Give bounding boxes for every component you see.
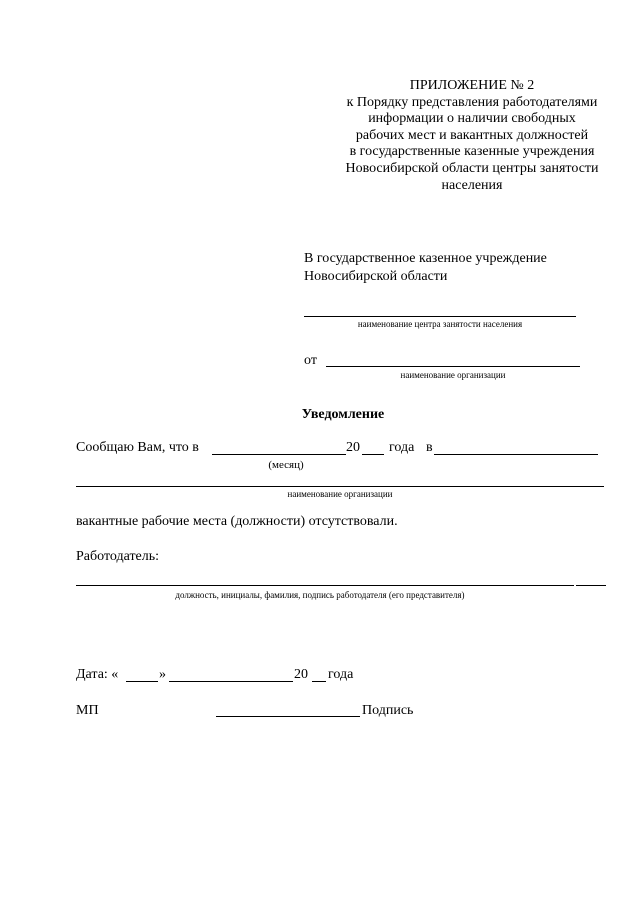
header-line-7: населения	[441, 177, 503, 193]
header-line-2: к Порядку представления работодателями	[346, 94, 598, 110]
date-year-field[interactable]	[312, 681, 326, 682]
year-prefix: 20	[346, 440, 360, 455]
from-label: от	[304, 353, 317, 368]
header-line-4: рабочих мест и вакантных должностей	[355, 127, 589, 143]
organization-from-field[interactable]	[326, 366, 580, 367]
date-month-field[interactable]	[169, 681, 293, 682]
header-line-6: Новосибирской области центры занятости	[345, 160, 599, 176]
organization-name-field[interactable]	[76, 486, 604, 487]
employer-signature-field[interactable]	[76, 585, 574, 586]
signature-field[interactable]	[216, 716, 360, 717]
month-field[interactable]	[212, 454, 346, 455]
statement-text: вакантные рабочие места (должности) отсутствовали.	[76, 514, 398, 529]
employer-signature-field-extra[interactable]	[576, 585, 606, 586]
year-label: года	[389, 440, 415, 455]
organization-from-caption: наименование организации	[400, 370, 506, 380]
date-year-label: года	[328, 667, 354, 682]
in-label: в	[426, 440, 433, 455]
organization-name-caption: наименование организации	[287, 489, 393, 499]
date-quote-close: »	[159, 667, 166, 682]
date-year-prefix: 20	[294, 667, 308, 682]
date-label: Дата: «	[76, 667, 119, 682]
header-line-5: в государственные казенные учреждения	[349, 144, 595, 160]
year-field[interactable]	[362, 454, 384, 455]
employer-label: Работодатель:	[76, 549, 160, 564]
stamp-label: МП	[76, 703, 99, 718]
header-line-1: ПРИЛОЖЕНИЕ № 2	[409, 78, 535, 93]
organization-inline-field[interactable]	[434, 454, 598, 455]
center-name-field[interactable]	[304, 316, 576, 317]
employer-caption: должность, инициалы, фамилия, подпись работодателя (его представителя)	[175, 590, 465, 600]
document-title: Уведомление	[301, 407, 385, 422]
header-line-3: информации о наличии свободных	[368, 111, 576, 127]
date-day-field[interactable]	[126, 681, 158, 682]
report-prefix: Сообщаю Вам, что в	[76, 440, 199, 455]
addressee-line-2: Новосибирской области	[304, 269, 448, 284]
appendix-header	[318, 78, 626, 194]
center-name-caption: наименование центра занятости населения	[357, 319, 523, 329]
addressee-line-1: В государственное казенное учреждение	[304, 251, 547, 266]
month-caption: (месяц)	[268, 459, 304, 471]
signature-label: Подпись	[362, 703, 414, 718]
